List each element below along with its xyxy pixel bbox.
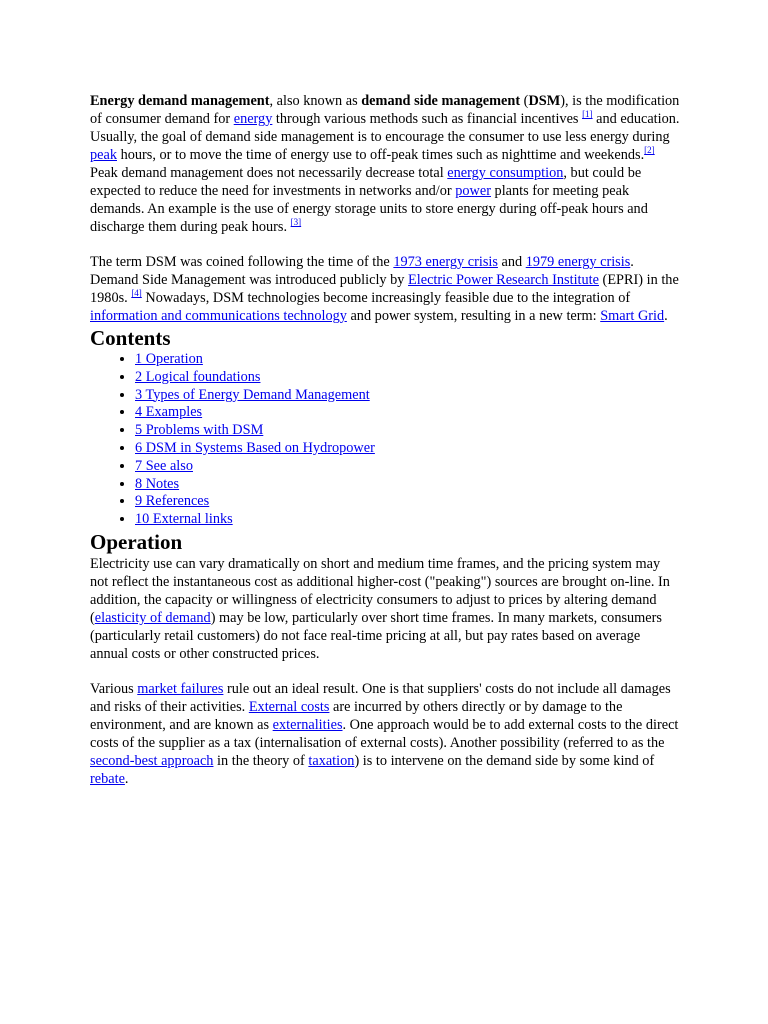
link-energy-consumption[interactable]: energy consumption bbox=[447, 165, 564, 181]
text: ) may be low, particularly over short time frames. In many markets, consumers (particularly retail customers) do not face real-time pricing at all, but pay rates based on average annual costs or other constructed prices. bbox=[90, 609, 662, 662]
text: The term DSM was coined following the time of the bbox=[90, 254, 394, 270]
citation-3[interactable]: [3] bbox=[290, 217, 302, 227]
toc-link-external-links[interactable]: 10 External links bbox=[135, 511, 233, 528]
toc-item bbox=[135, 458, 680, 476]
toc-item bbox=[135, 387, 680, 405]
link-1973-energy-crisis[interactable]: 1973 energy crisis bbox=[393, 254, 498, 270]
text: ( bbox=[520, 93, 529, 109]
text: , also known as bbox=[269, 93, 362, 109]
link-second-best-approach[interactable]: second-best approach bbox=[90, 752, 214, 769]
link-power[interactable]: power bbox=[455, 183, 491, 199]
toc-link-problems[interactable]: 5 Problems with DSM bbox=[135, 422, 264, 439]
text: ) is to intervene on the demand side by some kind of bbox=[354, 752, 655, 769]
text: and power system, resulting in a new term: bbox=[346, 308, 601, 324]
link-epri[interactable]: Electric Power Research Institute bbox=[408, 272, 599, 288]
text: Various bbox=[90, 680, 138, 697]
text: Nowadays, DSM technologies become increasingly feasible due to the integration of bbox=[141, 290, 631, 306]
toc-link-examples[interactable]: 4 Examples bbox=[135, 404, 203, 421]
toc-item bbox=[135, 476, 680, 494]
citation-1[interactable]: [1] bbox=[582, 109, 593, 119]
toc-item bbox=[135, 351, 680, 369]
text: hours, or to move the time of energy use to off-peak times such as nighttime and weekends. bbox=[117, 147, 645, 163]
link-ict[interactable]: information and communications technology bbox=[90, 308, 347, 324]
link-peak[interactable]: peak bbox=[90, 147, 117, 163]
toc-link-references[interactable]: 9 References bbox=[135, 493, 210, 510]
text: Peak demand management does not necessarily decrease total bbox=[90, 165, 448, 181]
text: in the theory of bbox=[213, 752, 309, 769]
text: are incurred by others directly or by damage to the environment, and are known as bbox=[90, 698, 623, 733]
text: rule out an ideal result. One is that suppliers' costs do not include all damages and risks of their activities. bbox=[90, 680, 671, 715]
text: plants for meeting peak demands. An example is the use of energy storage units to store energy during off-peak hours and discharge them during peak hours. bbox=[90, 183, 648, 235]
citation-2[interactable]: [2] bbox=[644, 145, 655, 155]
link-externalities[interactable]: externalities bbox=[272, 716, 343, 733]
text: , but could be expected to reduce the need for investments in networks and/or bbox=[90, 165, 642, 199]
text: (EPRI) in the 1980s. bbox=[90, 272, 679, 306]
text: . One approach would be to add external costs to the direct costs of the supplier as a tax (internalisation of external costs). Another possibility (referred to as the bbox=[90, 716, 679, 751]
toc-item bbox=[135, 404, 680, 422]
toc-link-logical-foundations[interactable]: 2 Logical foundations bbox=[135, 368, 261, 385]
text: Electricity use can vary dramatically on short and medium time frames, and the pricing system may not reflect the instantaneous cost as additional higher-cost ("peaking") sources are brought on-line. In addition, the capacity or willingness of electricity consumers to adjust to prices by altering demand ( bbox=[90, 555, 670, 626]
text: and bbox=[497, 254, 526, 270]
text: through various methods such as financial incentives bbox=[272, 111, 583, 127]
link-smart-grid[interactable]: Smart Grid bbox=[600, 308, 665, 324]
text: . bbox=[664, 308, 668, 324]
operation-heading: Operation bbox=[90, 529, 183, 554]
toc-link-operation[interactable]: 1 Operation bbox=[135, 351, 203, 367]
term-demand-side-management: demand side management bbox=[361, 93, 521, 109]
toc-item bbox=[135, 422, 680, 440]
table-of-contents bbox=[90, 351, 680, 529]
text: . Demand Side Management was introduced publicly by bbox=[90, 254, 634, 288]
toc-link-see-also[interactable]: 7 See also bbox=[135, 457, 193, 474]
operation-paragraph-2 bbox=[90, 680, 680, 788]
link-market-failures[interactable]: market failures bbox=[137, 680, 224, 697]
link-elasticity-of-demand[interactable]: elasticity of demand bbox=[94, 609, 211, 626]
history-paragraph bbox=[90, 253, 680, 325]
text: ), is the modification of consumer demand for bbox=[90, 93, 680, 127]
operation-paragraph-1 bbox=[90, 555, 680, 663]
toc-item bbox=[135, 493, 680, 511]
term-energy-demand-management: Energy demand management bbox=[90, 93, 270, 109]
toc-link-types[interactable]: 3 Types of Energy Demand Management bbox=[135, 386, 370, 403]
link-1979-energy-crisis[interactable]: 1979 energy crisis bbox=[525, 254, 631, 270]
toc-link-notes[interactable]: 8 Notes bbox=[135, 475, 180, 492]
contents-heading: Contents bbox=[90, 326, 171, 350]
citation-4[interactable]: [4] bbox=[131, 288, 142, 298]
term-dsm: DSM bbox=[528, 93, 561, 109]
toc-link-hydropower[interactable]: 6 DSM in Systems Based on Hydropower bbox=[135, 439, 375, 456]
toc-item bbox=[135, 369, 680, 387]
toc-item bbox=[135, 440, 680, 458]
link-rebate[interactable]: rebate bbox=[90, 770, 125, 787]
text: and education. Usually, the goal of demand side management is to encourage the consumer to use less energy during bbox=[90, 111, 680, 145]
toc-item bbox=[135, 511, 680, 529]
link-external-costs[interactable]: External costs bbox=[248, 698, 330, 715]
link-taxation[interactable]: taxation bbox=[308, 752, 355, 769]
link-energy[interactable]: energy bbox=[233, 111, 273, 127]
article-body bbox=[90, 92, 680, 788]
intro-paragraph bbox=[90, 92, 680, 236]
text: . bbox=[124, 770, 129, 787]
